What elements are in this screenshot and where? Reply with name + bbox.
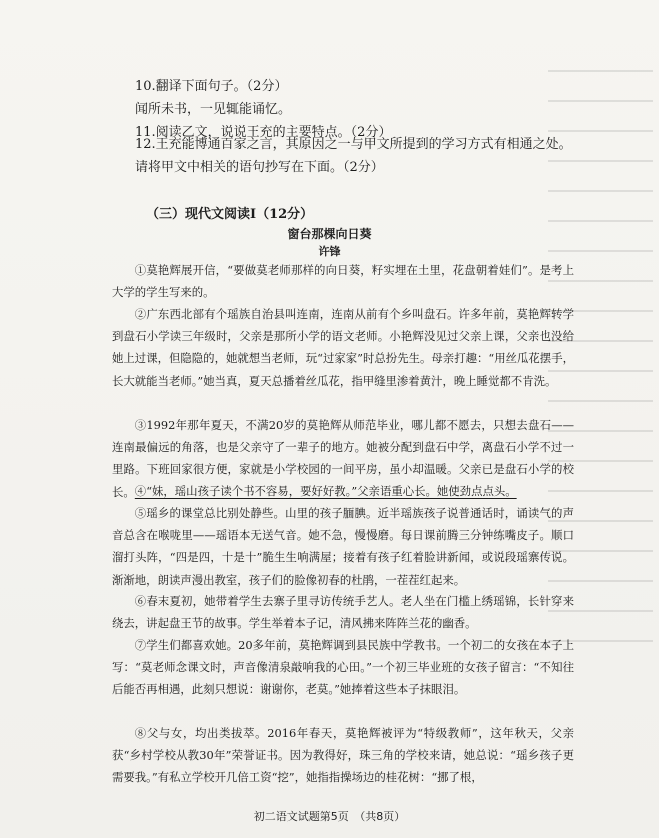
paragraph-3: ③1992年那年夏天，不满20岁的莫艳辉从师范毕业，哪儿都不愿去，只想去盘石——连南最偏远的角落，也是父亲守了一辈子的地方。她被分配到盘石中学，离盘石小学不过一里路。下班回家很方便，家就是小学校园的一间平房，虽小却温暖。父亲已是盘石小学的校长。 <box>112 418 574 499</box>
section-title: （三）现代文阅读Ⅰ（12分） <box>146 207 314 222</box>
question-12: 12.王充能博通百家之言，其原因之一与甲文所提到的学习方式有相通之处。请将甲文中相关的语句抄写在下面。（2分） <box>135 137 572 175</box>
question-10: 10.翻译下面句子。（2分） <box>135 79 288 94</box>
page-footer: 初二语文试题第5页 （共8页） <box>253 810 406 823</box>
question-11: 11.阅读乙文，说说王充的主要特点。（2分） <box>135 125 392 140</box>
paragraph-1: ①莫艳辉展开信，“要做莫老师那样的向日葵，籽实埋在土里，花盘朝着娃们”。是考上大学的学生写来的。 <box>112 263 574 300</box>
paragraph-7: ⑦学生们都喜欢她。20多年前，莫艳辉调到县民族中学教书。一个初二的女孩在本子上写：“莫老师念课文时，声音像清泉敲响我的心田。”一个初三毕业班的女孩子留言：“不知往后能否再相遇，此刻只想说：谢谢你，老莫。”她捧着这些本子抹眼泪。 <box>112 638 574 697</box>
article-author: 许锋 <box>318 245 341 258</box>
paragraph-5: ⑤瑶乡的课堂总比别处静些。山里的孩子腼腆。近半瑶族孩子说普通话时，诵读气的声音总含在喉咙里——瑶语本无送气音。她不急，慢慢磨。每日课前腾三分钟练嘴皮子。顺口溜打头阵，“四是四，十是十”脆生生响满屋；接着有孩子红着脸讲新闻，或说段瑶寨传说。渐渐地，朗读声漫出教室，孩子们的脸像初春的杜鹃，一茬茬红起来。 <box>112 506 574 587</box>
paragraph-4: ④“妹，瑶山孩子读个书不容易，要好好教。”父亲语重心长。她使劲点点头。 <box>134 484 517 498</box>
paragraph-6: ⑥春末夏初，她带着学生去寨子里寻访传统手艺人。老人坐在门槛上绣瑶锦，长针穿来绕去，讲起盘王节的故事。学生举着本子记，清风拂来阵阵兰花的幽香。 <box>112 594 574 631</box>
article-title: 窗台那棵向日葵 <box>287 227 372 241</box>
paragraph-8: ⑧父与女，均出类拔萃。2016年春天，莫艳辉被评为“特级教师”，这年秋天，父亲获“乡村学校从教30年”荣誉证书。因为教得好，珠三角的学校来请，她总说：“瑶乡孩子更需要我。”有私立学校开几倍工资“挖”，她指指操场边的桂花树：“挪了根， <box>112 726 574 785</box>
question-10-sentence: 闻所未书，一见辄能诵忆。 <box>135 102 292 117</box>
paragraph-2: ②广东西北部有个瑶族自治县叫连南，连南从前有个乡叫盘石。许多年前，莫艳辉转学到盘石小学读三年级时，父亲是那所小学的语文老师。小艳辉没见过父亲上课，父亲也没给她上过课，但隐隐的，她就想当老师，玩“过家家”时总扮先生。母亲打趣：“用丝瓜花摆手，长大就能当老师。”她当真，夏天总播着丝瓜花，指甲缝里渗着黄汁，晚上睡觉都不肯洗。 <box>112 307 574 388</box>
